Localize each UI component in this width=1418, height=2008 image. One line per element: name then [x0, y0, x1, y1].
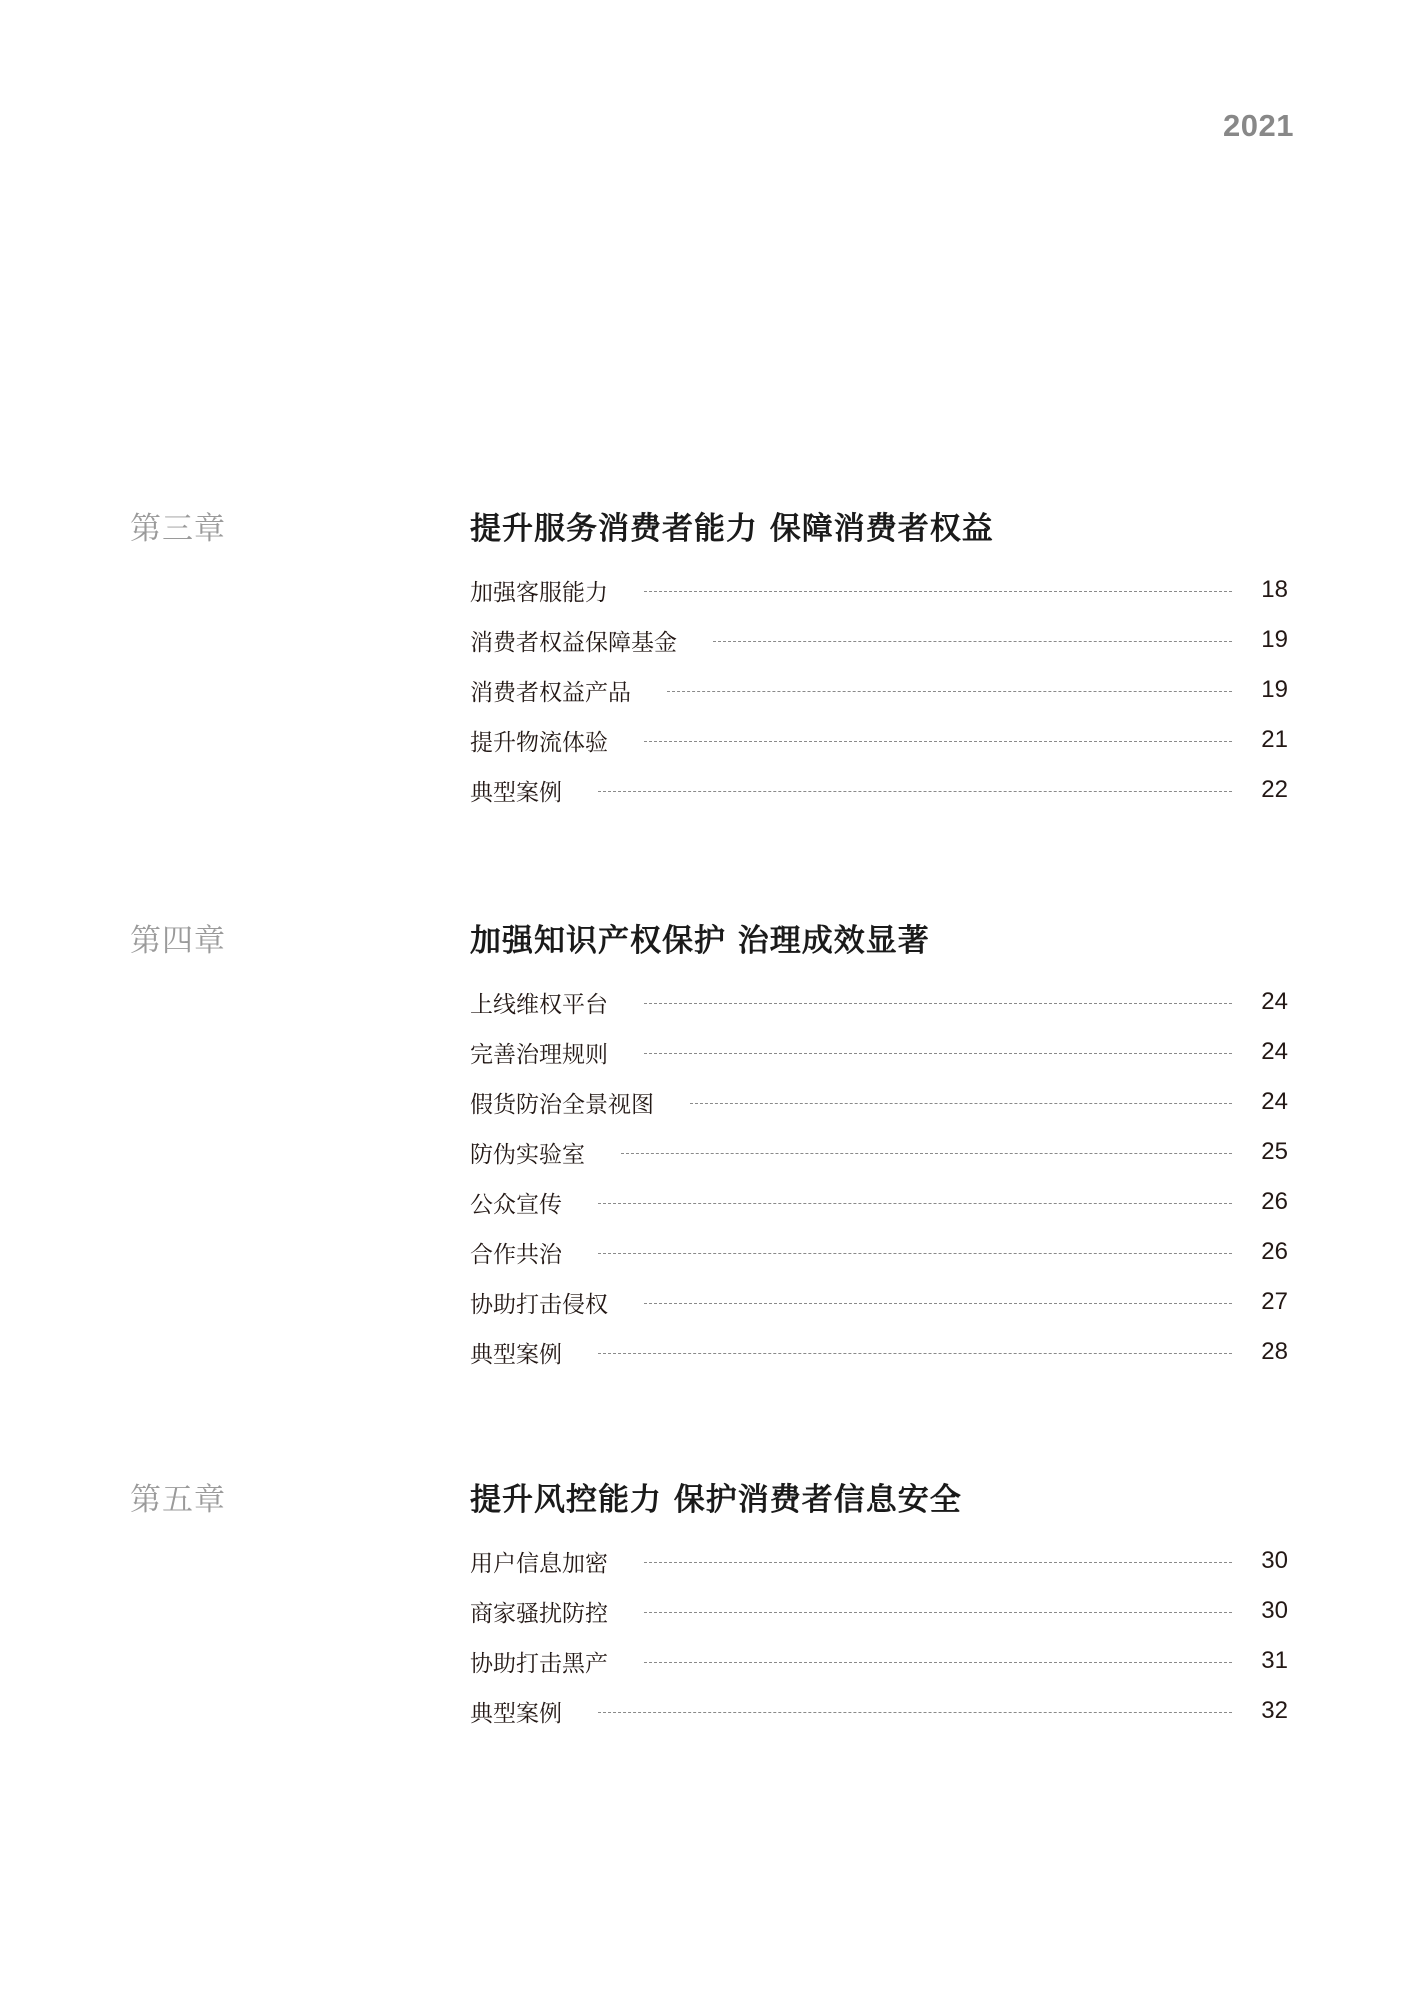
toc-page-number: 26: [1261, 1188, 1288, 1215]
toc-entry[interactable]: [470, 715, 1288, 765]
dot-leader: [644, 591, 1232, 592]
dot-leader: [621, 1153, 1232, 1154]
chapter-number: 第三章: [130, 511, 226, 547]
toc-entry-label: 典型案例: [470, 779, 562, 806]
dot-leader: [667, 691, 1232, 692]
toc-entry[interactable]: [470, 977, 1288, 1027]
toc-entry[interactable]: [470, 1127, 1288, 1177]
toc-entry-label: 公众宣传: [470, 1191, 562, 1218]
toc-entry[interactable]: [470, 615, 1288, 665]
toc-entry[interactable]: [470, 1077, 1288, 1127]
toc-page-number: 19: [1261, 626, 1288, 653]
dot-leader: [598, 791, 1232, 792]
dot-leader: [644, 1612, 1232, 1613]
dot-leader: [644, 1303, 1232, 1304]
toc-entry[interactable]: [470, 1177, 1288, 1227]
toc-entry-label: 提升物流体验: [470, 729, 608, 756]
dot-leader: [598, 1712, 1232, 1713]
dot-leader: [690, 1103, 1232, 1104]
dot-leader: [713, 641, 1232, 642]
toc-page-number: 24: [1261, 1038, 1288, 1065]
toc-entry-label: 消费者权益保障基金: [470, 629, 677, 656]
dot-leader: [644, 741, 1232, 742]
toc-page-number: 27: [1261, 1288, 1288, 1315]
toc-page-number: 21: [1261, 726, 1288, 753]
report-year: 2021: [1223, 108, 1294, 143]
toc-page-number: 24: [1261, 988, 1288, 1015]
toc-entry[interactable]: [470, 1586, 1288, 1636]
toc-page-number: 18: [1261, 576, 1288, 603]
toc-list: [470, 1536, 1288, 1736]
toc-page-number: 28: [1261, 1338, 1288, 1365]
toc-page-number: 25: [1261, 1138, 1288, 1165]
toc-entry[interactable]: [470, 1227, 1288, 1277]
toc-entry-label: 加强客服能力: [470, 579, 608, 606]
toc-page-number: 26: [1261, 1238, 1288, 1265]
dot-leader: [644, 1053, 1232, 1054]
dot-leader: [644, 1003, 1232, 1004]
toc-page-number: 22: [1261, 776, 1288, 803]
chapter-title: 提升服务消费者能力 保障消费者权益: [470, 511, 994, 547]
toc-page-number: 31: [1261, 1647, 1288, 1674]
toc-entry-label: 上线维权平台: [470, 991, 608, 1018]
dot-leader: [598, 1353, 1232, 1354]
toc-entry[interactable]: [470, 665, 1288, 715]
toc-entry-label: 假货防治全景视图: [470, 1091, 654, 1118]
toc-entry[interactable]: [470, 1027, 1288, 1077]
toc-entry[interactable]: [470, 1277, 1288, 1327]
toc-entry-label: 防伪实验室: [470, 1141, 585, 1168]
toc-list: [470, 977, 1288, 1377]
toc-entry[interactable]: [470, 565, 1288, 615]
toc-entry[interactable]: [470, 765, 1288, 815]
toc-entry-label: 完善治理规则: [470, 1041, 608, 1068]
toc-page-number: 19: [1261, 676, 1288, 703]
toc-entry-label: 典型案例: [470, 1341, 562, 1368]
toc-page-number: 24: [1261, 1088, 1288, 1115]
toc-entry-label: 协助打击侵权: [470, 1291, 608, 1318]
toc-page-number: 32: [1261, 1697, 1288, 1724]
toc-entry-label: 商家骚扰防控: [470, 1600, 608, 1627]
dot-leader: [644, 1562, 1232, 1563]
chapter-number: 第五章: [130, 1482, 226, 1518]
toc-entry[interactable]: [470, 1327, 1288, 1377]
toc-entry[interactable]: [470, 1536, 1288, 1586]
toc-entry-label: 协助打击黑产: [470, 1650, 608, 1677]
dot-leader: [598, 1203, 1232, 1204]
toc-entry-label: 消费者权益产品: [470, 679, 631, 706]
toc-entry-label: 合作共治: [470, 1241, 562, 1268]
toc-entry-label: 典型案例: [470, 1700, 562, 1727]
toc-list: [470, 565, 1288, 815]
toc-entry[interactable]: [470, 1686, 1288, 1736]
toc-entry[interactable]: [470, 1636, 1288, 1686]
toc-page-number: 30: [1261, 1597, 1288, 1624]
dot-leader: [644, 1662, 1232, 1663]
toc-entry-label: 用户信息加密: [470, 1550, 608, 1577]
chapter-title: 提升风控能力 保护消费者信息安全: [470, 1482, 962, 1518]
chapter-number: 第四章: [130, 923, 226, 959]
chapter-title: 加强知识产权保护 治理成效显著: [470, 923, 930, 959]
toc-page-number: 30: [1261, 1547, 1288, 1574]
dot-leader: [598, 1253, 1232, 1254]
